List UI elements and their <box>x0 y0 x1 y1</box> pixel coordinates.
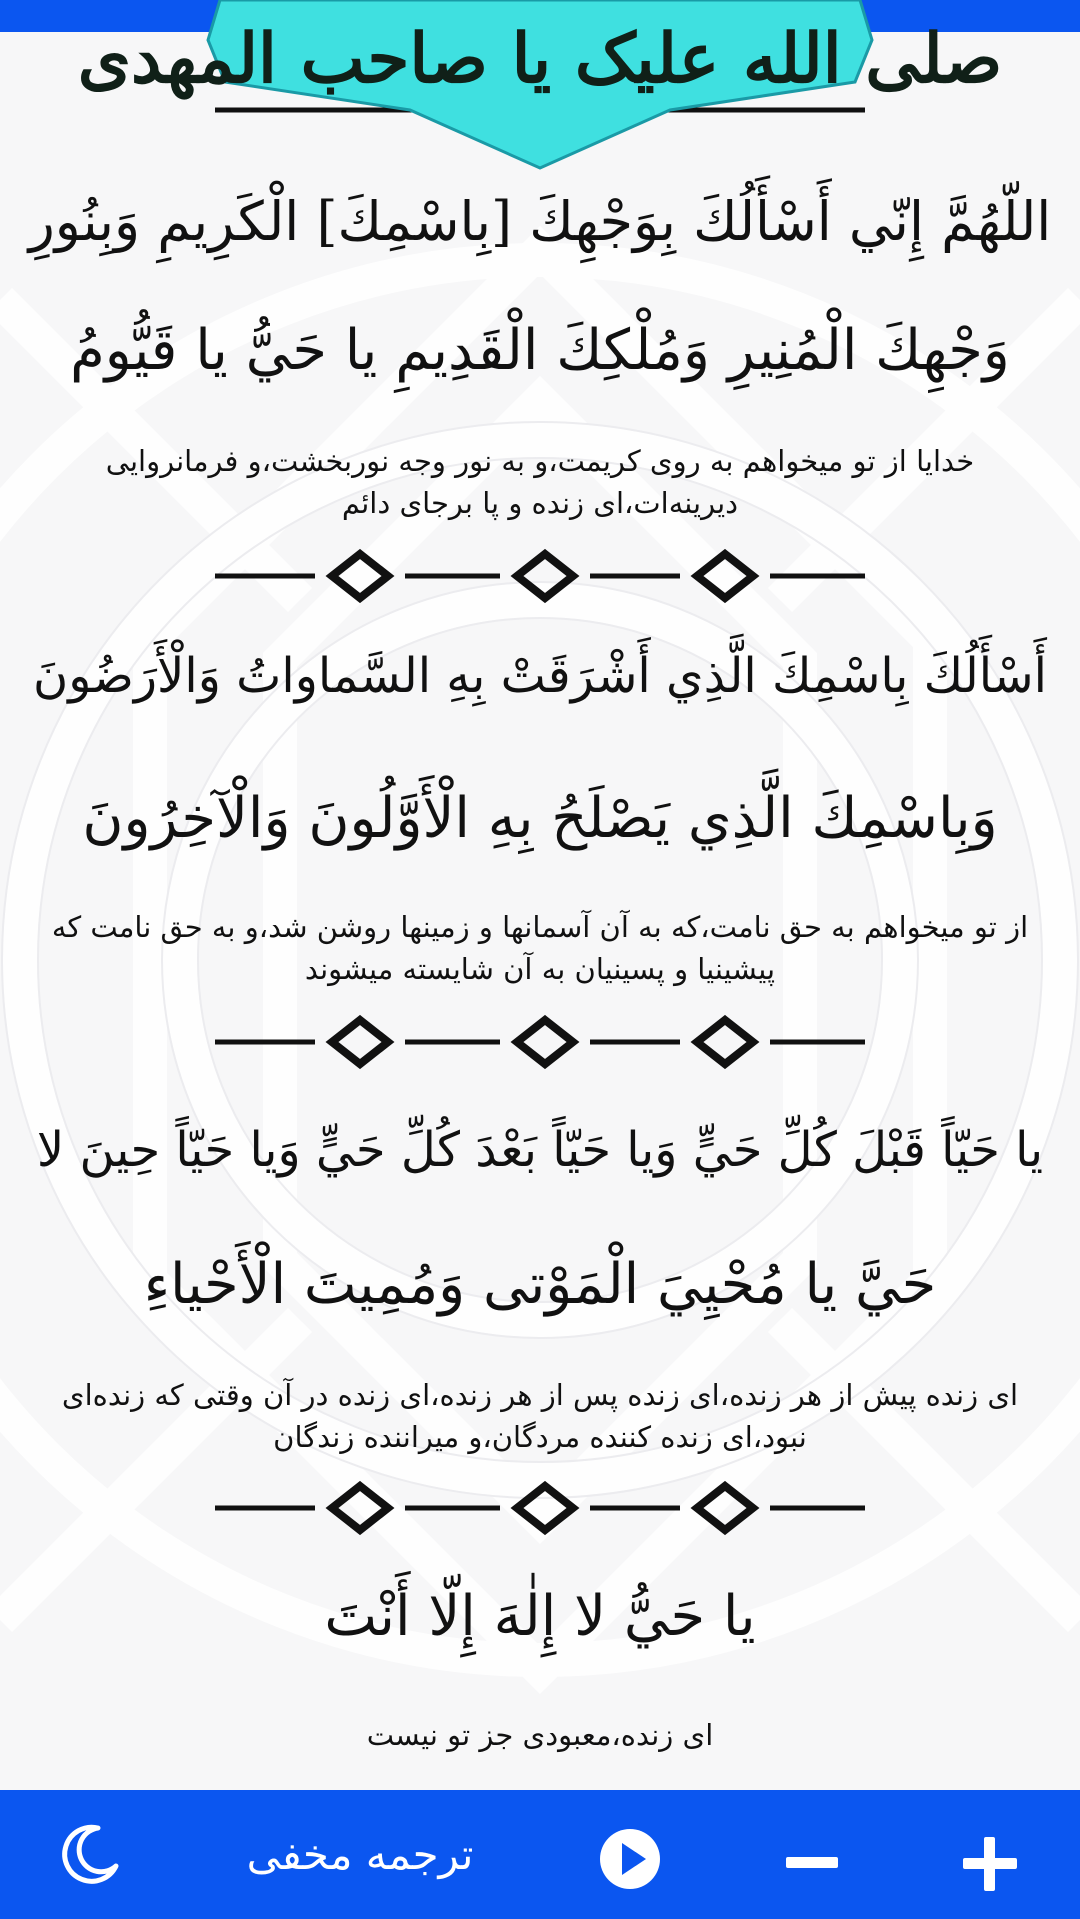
verse-1-arabic-line-1: اللّهُمَّ إِنّي أَسْأَلُكَ بِوَجْهِكَ [بِاسْمِكَ] الْكَرِيمِ وَبِنُورِ <box>28 190 1052 253</box>
verse-2-arabic-line-2: وَبِاسْمِكَ الَّذِي يَصْلَحُ بِهِ الْأَوَّلُونَ وَالْآخِرُونَ <box>82 786 998 851</box>
play-button[interactable] <box>594 1823 666 1895</box>
plus-icon <box>959 1833 1021 1895</box>
verse-2-translation: از تو میخواهم به حق نامت،که به آن آسمانها و زمینها روشن شد،و به حق نامت که پیشینیا و پسینیان به آن شایسته میشوند <box>51 910 1029 986</box>
moon-icon <box>58 1822 122 1886</box>
verse-2-arabic-line-1: أَسْأَلُكَ بِاسْمِكَ الَّذِي أَشْرَقَتْ بِهِ السَّماواتُ وَالْأَرَضُونَ <box>33 648 1047 704</box>
ornament-divider <box>210 1012 870 1072</box>
ornament-divider <box>210 1478 870 1538</box>
verse-3-arabic-line-2: حَيَّ يا مُحْيِيَ الْمَوْتى وَمُمِيتَ الْأَحْياءِ <box>143 1252 937 1317</box>
verse-4-translation: ای زنده،معبودی جز تو نیست <box>366 1718 714 1752</box>
verse-1-translation: خدایا از تو میخواهم به روی کریمت،و به نور وجه نوربخشت،و فرمانروایی دیرینه‌ات،ای زنده و پا برجای دائم <box>105 444 975 520</box>
verse-4-arabic-line-1: يا حَيُّ لا إِلٰهَ إِلّا أَنْتَ <box>324 1584 756 1649</box>
play-icon <box>597 1826 663 1892</box>
bottom-toolbar <box>0 1790 1080 1919</box>
verse-3-translation: ای زنده پیش از هر زنده،ای زنده پس از هر زنده،ای زنده در آن وقتی که زنده‌ای نبود،ای زنده کننده مردگان،و میراننده زندگان <box>61 1378 1019 1454</box>
minus-icon <box>782 1832 842 1892</box>
night-mode-button[interactable] <box>50 1814 130 1894</box>
translation-toggle-button[interactable]: ترجمه مخفی <box>246 1829 474 1879</box>
verse-3-arabic-line-1: يا حَيّاً قَبْلَ كُلِّ حَيٍّ وَيا حَيّاً بَعْدَ كُلِّ حَيٍّ وَيا حَيّاً حِينَ لا <box>36 1122 1044 1178</box>
verse-1-arabic-line-2: وَجْهِكَ الْمُنِيرِ وَمُلْكِكَ الْقَدِيمِ يا حَيُّ يا قَيُّومُ <box>70 318 1010 383</box>
ornament-divider <box>210 546 870 606</box>
decrease-font-button[interactable] <box>776 1826 848 1898</box>
header-title: صلی الله علیک یا صاحب المهدی <box>77 19 1003 99</box>
increase-font-button[interactable] <box>952 1826 1028 1902</box>
